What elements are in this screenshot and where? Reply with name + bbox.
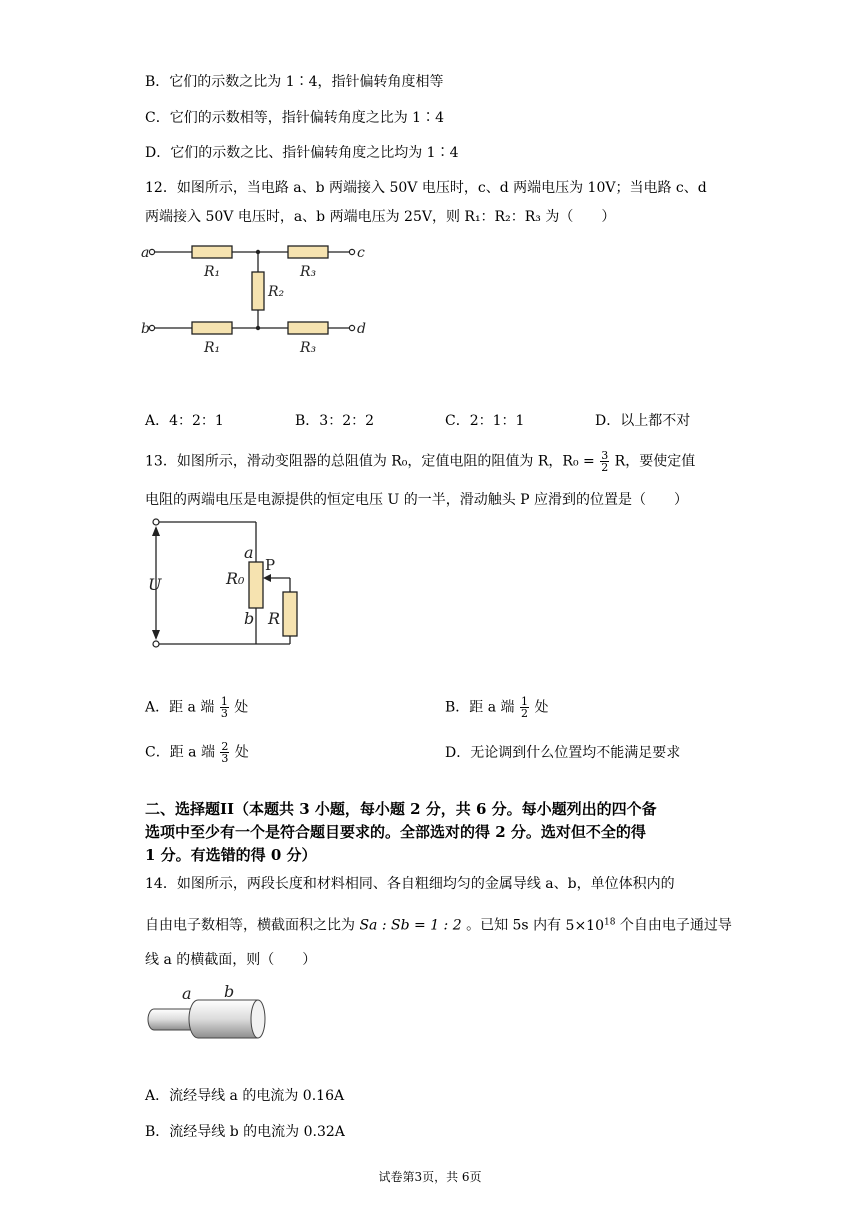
- q13-option-a-post: 处: [234, 699, 249, 716]
- q14-stem-line2-mid: 。已知 5s 内有: [466, 917, 562, 934]
- end-b-label: b: [244, 609, 255, 628]
- q14-count-base: 5×10: [565, 917, 604, 934]
- q13-option-c-frac: [220, 741, 229, 764]
- wire-b: [189, 1000, 258, 1038]
- q13-option-c-den: 3: [221, 752, 229, 765]
- q13-option-b-pre: B．距 a 端: [445, 699, 515, 716]
- wire-a-label: a: [182, 984, 192, 1003]
- q13-option-a-num: 1: [220, 695, 228, 708]
- voltage-u-label: U: [148, 575, 162, 594]
- q13-frac-num: 3: [601, 449, 609, 462]
- q13-option-b: [445, 696, 548, 719]
- q12-stem-line1: 12．如图所示，当电路 a、b 两端接入 50V 电压时，c、d 两端电压为 10V；当电路 c、d: [145, 180, 707, 196]
- q13-option-a: [145, 696, 248, 719]
- q13-option-c-pre: C．距 a 端: [145, 744, 215, 761]
- q14-stem-line1: 14．如图所示，两段长度和材料相同、各自粗细均匀的金属导线 a、b，单位体积内的: [145, 876, 675, 892]
- q14-option-b: B．流经导线 b 的电流为 0.32A: [145, 1124, 345, 1140]
- q14-stem-line2: [145, 912, 732, 936]
- terminal-d-label: d: [357, 321, 366, 337]
- q13-frac-den: 2: [601, 461, 609, 474]
- r2-label: R₂: [268, 284, 285, 300]
- section2-heading-line3: 1 分。有选错的得 0 分）: [145, 846, 317, 864]
- q13-option-b-post: 处: [534, 699, 549, 716]
- q11-option-c: C．它们的示数相等，指针偏转角度之比为 1∶4: [145, 110, 444, 126]
- r3-bottom-resistor: [288, 322, 328, 334]
- q13-option-d: D．无论调到什么位置均不能满足要求: [445, 745, 681, 761]
- q14-area-ratio: Sa : Sb = 1 : 2: [359, 917, 462, 934]
- r3-top-resistor: [288, 246, 328, 258]
- q12-circuit-diagram: [140, 236, 380, 366]
- q13-option-a-frac: [220, 696, 229, 719]
- q12-option-c: C．2：1：1: [445, 413, 525, 429]
- q14-count-exp: 18: [603, 917, 616, 927]
- q13-option-b-num: 1: [521, 695, 528, 708]
- q12-option-b: B．3：2：2: [295, 413, 375, 429]
- r1-top-resistor: [192, 246, 232, 258]
- section2-heading-line1: 二、选择题II（本题共 3 小题，每小题 2 分，共 6 分。每小题列出的四个备: [145, 800, 657, 818]
- q13-stem-line1-post: R，要使定值: [614, 453, 696, 470]
- r2-resistor: [252, 272, 264, 310]
- q12-stem-line2: 两端接入 50V 电压时，a、b 两端电压为 25V，则 R₁：R₂：R₃ 为（ ）: [145, 209, 616, 225]
- r0-rheostat: [249, 562, 263, 608]
- q14-stem-line3: 线 a 的横截面，则（ ）: [145, 952, 317, 968]
- q13-fraction: [600, 450, 609, 473]
- r1-bottom-resistor: [192, 322, 232, 334]
- q13-option-c-post: 处: [234, 744, 249, 761]
- q13-option-a-den: 3: [220, 707, 228, 720]
- r1-bottom-label: R₁: [204, 340, 221, 356]
- r3-top-label: R₃: [300, 264, 317, 280]
- page-footer: 试卷第3页，共 6页: [378, 1170, 482, 1184]
- r-fixed-resistor: [283, 592, 297, 636]
- r3-bottom-label: R₃: [300, 340, 317, 356]
- end-a-label: a: [244, 543, 254, 562]
- terminal-a-label: a: [141, 245, 150, 261]
- q14-stem-line2-post: 个自由电子通过导: [619, 917, 732, 934]
- q13-option-c-num: 2: [221, 740, 229, 753]
- q13-stem-line2: 电阻的两端电压是电源提供的恒定电压 U 的一半，滑动触头 P 应滑到的位置是（ ）: [145, 492, 689, 508]
- q11-option-b: B．它们的示数之比为 1∶4，指针偏转角度相等: [145, 74, 444, 90]
- q14-wire-diagram: [140, 982, 280, 1042]
- q13-circuit-diagram: [140, 512, 320, 652]
- q14-electron-count: [566, 918, 616, 934]
- r1-top-label: R₁: [204, 264, 221, 280]
- q14-option-a: A．流经导线 a 的电流为 0.16A: [145, 1088, 345, 1104]
- terminal-b-label: b: [141, 321, 150, 337]
- q12-option-a: A．4：2：1: [145, 413, 224, 429]
- q13-option-a-pre: A．距 a 端: [145, 699, 215, 716]
- slider-p-label: P: [265, 556, 276, 574]
- q13-option-b-frac: [520, 696, 529, 719]
- r-label: R: [268, 609, 281, 628]
- q12-option-d: D．以上都不对: [595, 413, 691, 429]
- wire-b-label: b: [224, 982, 235, 1001]
- q14-stem-line2-pre: 自由电子数相等，横截面积之比为: [145, 917, 355, 934]
- q13-stem-line1-pre: 13．如图所示，滑动变阻器的总阻值为 R₀，定值电阻的阻值为 R，R₀ =: [145, 453, 595, 470]
- q13-option-c: [145, 741, 249, 764]
- q11-option-d: D．它们的示数之比、指针偏转角度之比均为 1∶4: [145, 145, 459, 161]
- q13-stem-line1: [145, 450, 695, 473]
- terminal-c-label: c: [357, 245, 365, 261]
- r0-label: R₀: [226, 569, 245, 588]
- q13-option-b-den: 2: [521, 707, 528, 720]
- section2-heading-line2: 选项中至少有一个是符合题目要求的。全部选对的得 2 分。选对但不全的得: [145, 823, 646, 841]
